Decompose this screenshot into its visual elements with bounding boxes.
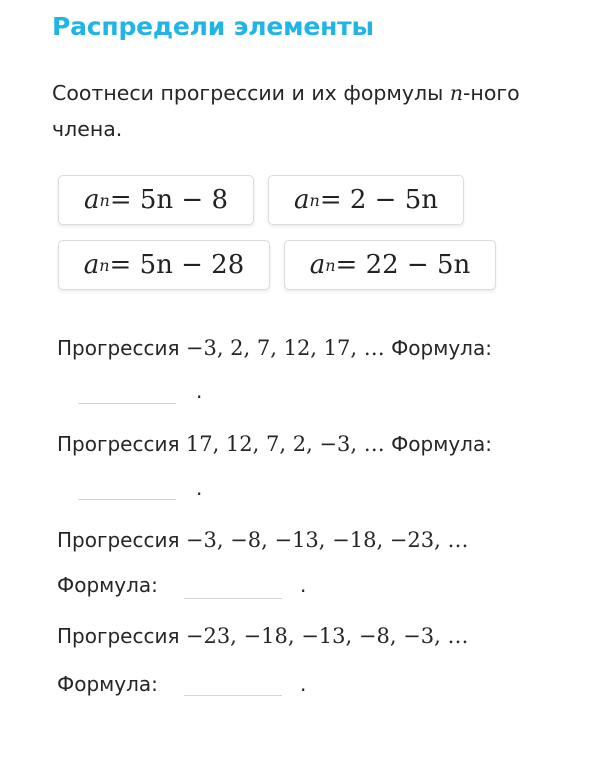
formula-label-row-4: Формула: <box>57 672 158 696</box>
question-label: Прогрессия <box>57 336 180 360</box>
formula-chip-1[interactable] <box>58 175 254 225</box>
question-label: Прогрессия <box>57 528 180 552</box>
sequence-values: −3, 2, 7, 12, 17, … <box>185 336 385 360</box>
chip-rhs: = 5n − 28 <box>109 250 245 280</box>
chip-rhs: = 22 − 5n <box>335 250 471 280</box>
answer-drop-zone-2[interactable] <box>78 472 176 500</box>
question-label: Прогрессия <box>57 432 180 456</box>
sentence-period: . <box>196 476 203 500</box>
chip-lhs: a <box>293 185 310 215</box>
formula-chip-4[interactable] <box>284 240 496 290</box>
chip-lhs: a <box>309 250 326 280</box>
chip-lhs: a <box>83 250 100 280</box>
sequence-values: 17, 12, 7, 2, −3, … <box>185 432 385 456</box>
instruction-text-before: Соотнеси прогрессии и их формулы <box>52 81 450 105</box>
formula-chip-2[interactable] <box>268 175 464 225</box>
answer-drop-zone-3[interactable] <box>184 571 282 599</box>
sentence-period: . <box>196 379 203 403</box>
question-3-text <box>57 528 468 552</box>
sequence-values: −23, −18, −13, −8, −3, … <box>185 624 469 648</box>
question-1-text <box>57 336 492 360</box>
formula-label: Формула: <box>391 336 492 360</box>
instruction-variable: n <box>449 81 464 105</box>
chip-subscript: n <box>309 190 320 210</box>
formula-label: Формула: <box>391 432 492 456</box>
question-label: Прогрессия <box>57 624 180 648</box>
page-title: Распредели элементы <box>52 12 374 41</box>
sentence-period: . <box>300 573 307 597</box>
chip-rhs: = 5n − 8 <box>109 185 229 215</box>
task-instruction <box>52 75 552 147</box>
instruction-text-after: -ного члена. <box>52 81 520 141</box>
answer-drop-zone-4[interactable] <box>184 668 282 696</box>
chip-subscript: n <box>325 255 336 275</box>
formula-label-row-3: Формула: <box>57 573 158 597</box>
sequence-values: −3, −8, −13, −18, −23, … <box>185 528 469 552</box>
sentence-period: . <box>300 672 307 696</box>
chip-rhs: = 2 − 5n <box>319 185 439 215</box>
chip-lhs: a <box>83 185 100 215</box>
chip-subscript: n <box>99 190 110 210</box>
answer-drop-zone-1[interactable] <box>78 376 176 404</box>
formula-chip-3[interactable] <box>58 240 270 290</box>
question-2-text <box>57 432 492 456</box>
question-4-text <box>57 624 468 648</box>
chip-subscript: n <box>99 255 110 275</box>
